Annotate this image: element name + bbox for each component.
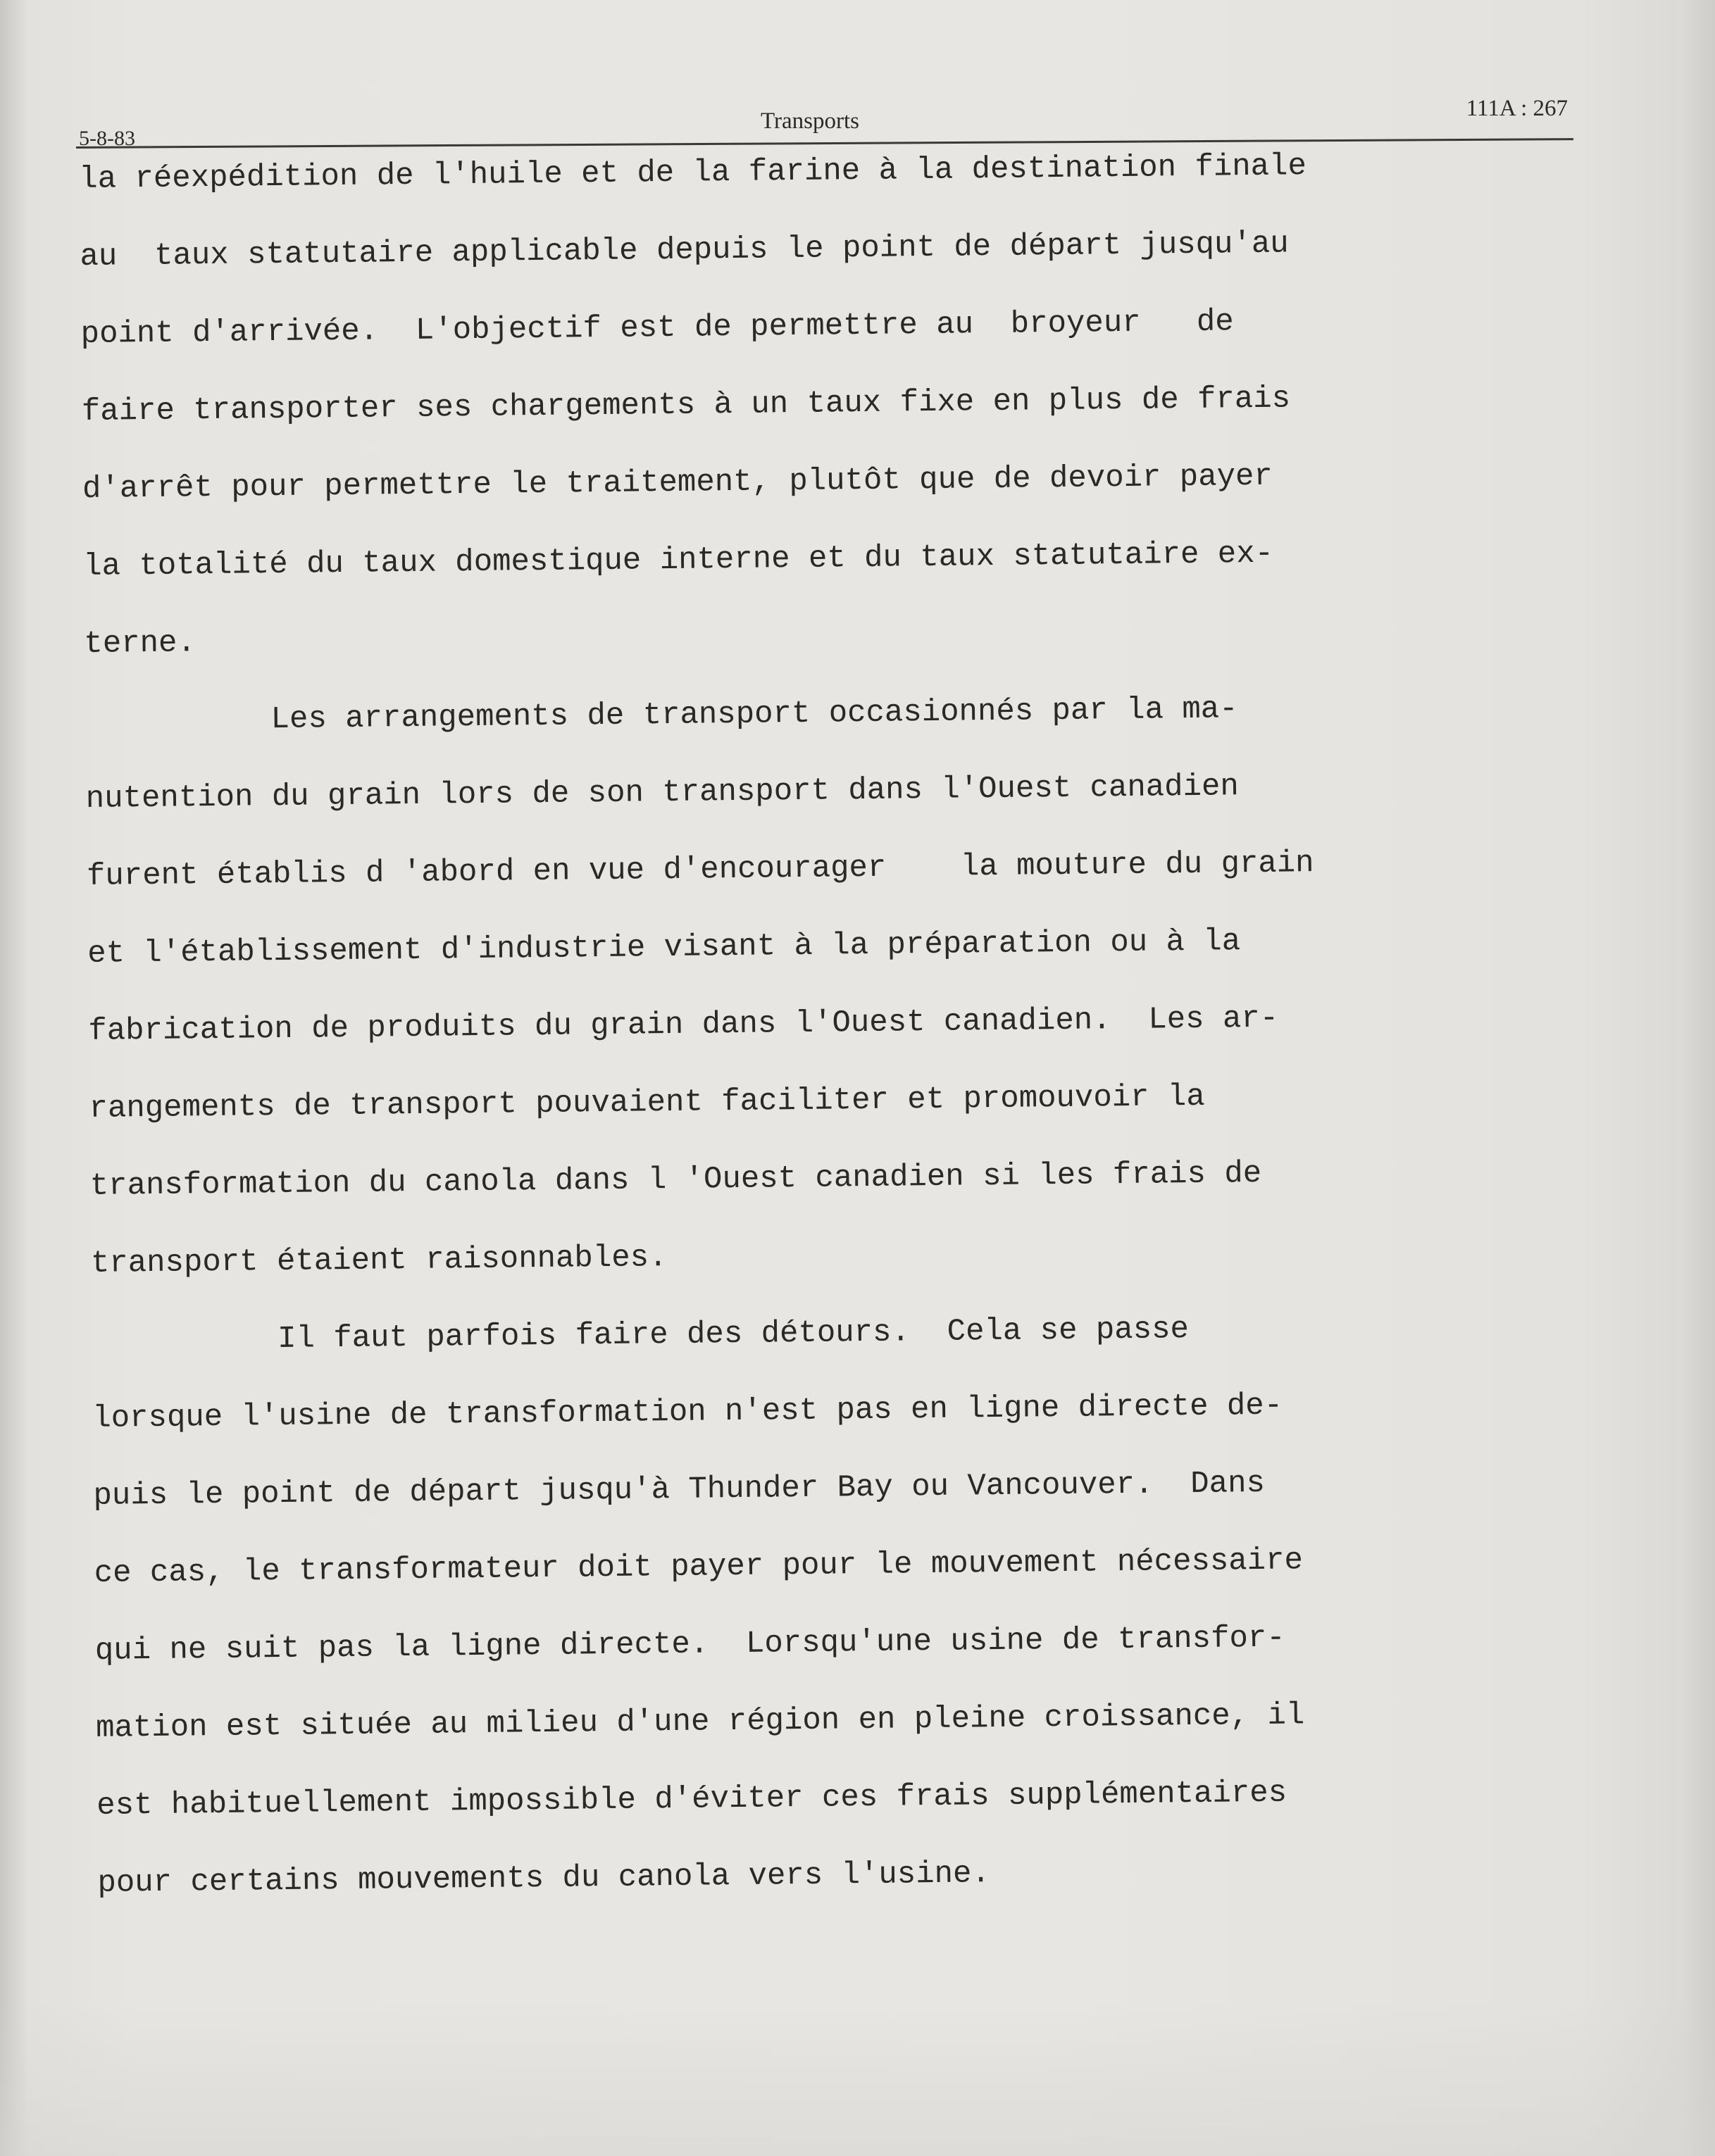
text-line: lorsque l'usine de transformation n'est pas en ligne directe de- xyxy=(92,1388,1283,1436)
text-line: transport étaient raisonnables. xyxy=(90,1240,668,1281)
text-line: la réexpédition de l'huile et de la farine à la destination finale xyxy=(79,149,1307,197)
text-line: et l'établissement d'industrie visant à la préparation ou à la xyxy=(87,924,1241,972)
text-line: est habituellement impossible d'éviter ces frais supplémentaires xyxy=(96,1775,1287,1824)
text-line: ce cas, le transformateur doit payer pour le mouvement nécessaire xyxy=(94,1543,1304,1591)
text-line: terne. xyxy=(84,625,197,662)
page-shadow-bottom xyxy=(0,2001,1715,2156)
text-line: qui ne suit pas la ligne directe. Lorsqu'une usine de transfor- xyxy=(94,1620,1285,1669)
page-shadow-left xyxy=(0,0,28,2156)
text-line: point d'arrivée. L'objectif est de permettre au broyeur de xyxy=(80,304,1234,352)
text-line: au taux statutaire applicable depuis le point de départ jusqu'au xyxy=(80,226,1289,275)
header-rule xyxy=(76,138,1573,149)
text-line: la totalité du taux domestique interne et du taux statutaire ex- xyxy=(82,536,1274,584)
text-line: Il faut parfois faire des détours. Cela se passe xyxy=(91,1312,1190,1359)
text-line: d'arrêt pour permettre le traitement, plutôt que de devoir payer xyxy=(82,458,1273,507)
text-line: mation est située au milieu d'une région en pleine croissance, il xyxy=(95,1698,1305,1746)
header-page-reference: 111A : 267 xyxy=(1466,96,1568,121)
text-line: pour certains mouvements du canola vers l'usine. xyxy=(97,1856,991,1901)
text-line: fabrication de produits du grain dans l'Ouest canadien. Les ar- xyxy=(88,1001,1279,1049)
text-line: transformation du canola dans l 'Ouest canadien si les frais de xyxy=(89,1155,1262,1204)
text-line: faire transporter ses chargements à un taux fixe en plus de frais xyxy=(81,381,1291,430)
text-line: rangements de transport pouvaient faciliter et promouvoir la xyxy=(89,1079,1206,1127)
text-line: nutention du grain lors de son transport dans l'Ouest canadien xyxy=(85,769,1240,817)
header-title: Transports xyxy=(761,108,859,134)
page-shadow-right xyxy=(1683,0,1715,2156)
text-line: furent établis d 'abord en vue d'encourager la mouture du grain xyxy=(86,846,1314,894)
text-line: puis le point de départ jusqu'à Thunder Bay ou Vancouver. Dans xyxy=(93,1465,1266,1514)
text-line: Les arrangements de transport occasionnés par la ma- xyxy=(85,691,1238,739)
page-header xyxy=(76,90,1573,155)
header-date: 5-8-83 xyxy=(79,127,135,150)
